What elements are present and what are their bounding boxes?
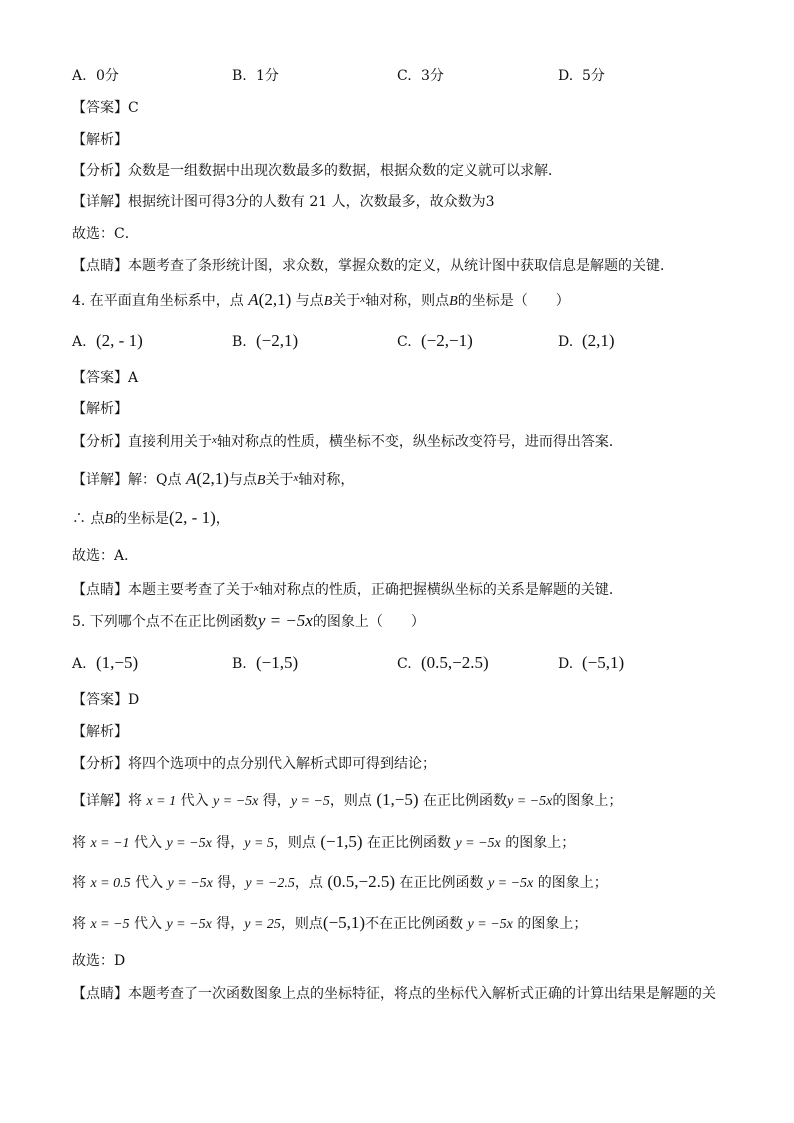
q5-analysis-heading: 【解析】 — [72, 724, 128, 740]
q4-answer: 【答案】A — [72, 370, 139, 386]
q5-option-b: B. (−1,5) — [232, 653, 299, 672]
q5-comment: 【点睛】本题考查了一次函数图象上点的坐标特征，将点的坐标代入解析式正确的计算出结果是解题的关 — [72, 986, 716, 1002]
q4-detail: 【详解】解：Q点 A(2,1)与点B关于$^x$轴对称， — [72, 469, 355, 488]
q4-options — [72, 330, 732, 352]
q3-analysis: 【分析】众数是一组数据中出现次数最多的数据，根据众数的定义就可以求解． — [72, 163, 562, 179]
q4-comment: 【点睛】本题主要考查了关于$^x$轴对称点的性质，正确把握横纵坐标的关系是解题的关键． — [72, 582, 623, 598]
q4-stem: 4. 在平面直角坐标系中，点 A(2,1) 与点B关于$^x$轴对称，则点B的坐标是（ ） — [72, 290, 570, 309]
q4-analysis: 【分析】直接利用关于$^x$轴对称点的性质，横坐标不变，纵坐标改变符号，进而得出答案． — [72, 434, 623, 450]
q4-option-b: B. (−2,1) — [232, 331, 299, 350]
q4-analysis-heading: 【解析】 — [72, 401, 128, 417]
q5-analysis: 【分析】将四个选项中的点分别代入解析式即可得到结论； — [72, 756, 436, 772]
q3-option-d: D. 5分 — [558, 68, 605, 84]
q5-stem: 5. 下列哪个点不在正比例函数y = −5x的图象上（ ） — [72, 611, 425, 630]
q5-options — [72, 652, 732, 674]
q5-option-a: A. (1,−5) — [72, 653, 139, 672]
q3-option-b: B. 1分 — [232, 68, 279, 84]
q5-answer: 【答案】D — [72, 692, 140, 708]
q3-option-c: C. 3分 — [397, 68, 444, 84]
q4-option-a: A. (2, - 1) — [72, 331, 143, 350]
q4-choice: 故选：A． — [72, 548, 139, 564]
q5-detail-line-1: 【详解】将 x = 1 代入 y = −5x 得，y = −5，则点 (1,−5) 在正比例函数y = −5x的图象上； — [72, 790, 623, 809]
q5-option-c: C. (0.5,−2.5) — [397, 653, 489, 672]
q3-answer: 【答案】C — [72, 100, 139, 116]
q5-detail-line-4: 将 x = −5 代入 y = −5x 得，y = 25，则点(−5,1)不在正比例函数 y = −5x 的图象上； — [72, 913, 588, 932]
q5-detail-line-2: 将 x = −1 代入 y = −5x 得，y = 5，则点 (−1,5) 在正比例函数 y = −5x 的图象上； — [72, 832, 576, 851]
q3-detail: 【详解】根据统计图可得3分的人数有 21 人，次数最多，故众数为3 — [72, 194, 495, 210]
q3-comment: 【点睛】本题考查了条形统计图，求众数，掌握众数的定义，从统计图中获取信息是解题的关键． — [72, 258, 674, 274]
q5-choice: 故选：D — [72, 953, 126, 969]
q3-analysis-heading: 【解析】 — [72, 132, 128, 148]
q3-options — [72, 65, 732, 87]
q4-option-c: C. (−2,−1) — [397, 331, 473, 350]
q5-detail-line-3: 将 x = 0.5 代入 y = −5x 得，y = −2.5，点 (0.5,−2.5) 在正比例函数 y = −5x 的图象上； — [72, 872, 608, 891]
q4-option-d: D. (2,1) — [558, 331, 615, 350]
q3-choice: 故选：C． — [72, 226, 139, 242]
q3-option-a: A. 0分 — [72, 68, 119, 84]
q4-therefore: ∴ 点B的坐标是(2, - 1)， — [72, 508, 230, 527]
q5-option-d: D. (−5,1) — [558, 653, 625, 672]
